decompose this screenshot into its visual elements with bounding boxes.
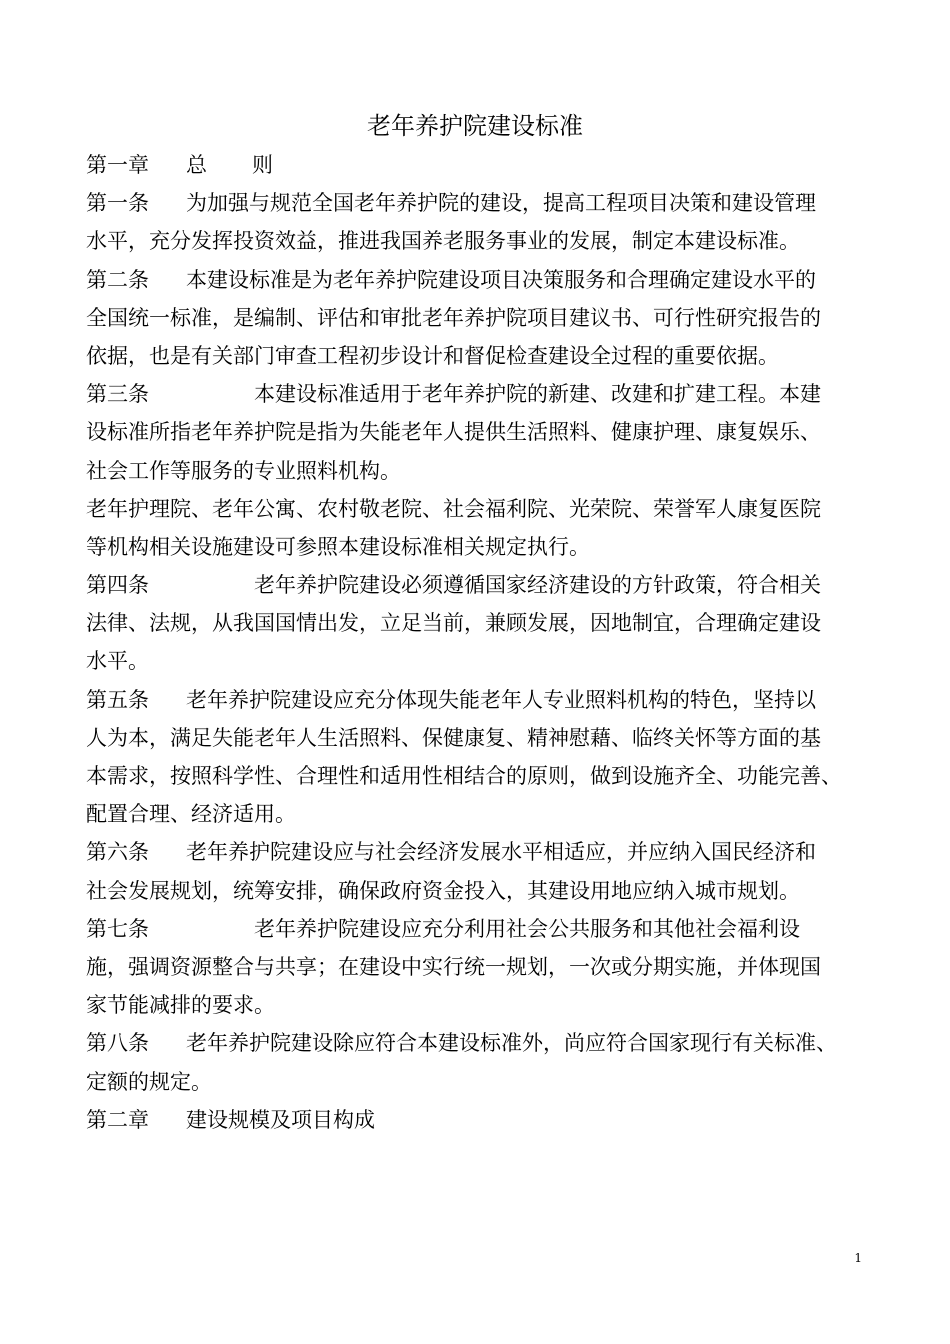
- article-5-line: [86, 681, 866, 719]
- article-text: 老年养护院建设应充分体现失能老年人专业照料机构的特色，坚持以: [186, 687, 816, 712]
- article-text: 老年养护院建设除应符合本建设标准外，尚应符合国家现行有关标准、: [186, 1031, 837, 1056]
- article-label: 第六条: [86, 840, 149, 865]
- chapter-label: 第一章: [86, 153, 149, 177]
- page-number: 1: [854, 1251, 862, 1265]
- article-label: 第八条: [86, 1031, 149, 1056]
- document-body: [86, 146, 866, 1139]
- article-text: 本建设标准是为老年养护院建设项目决策服务和合理确定建设水平的: [186, 267, 816, 292]
- chapter-heading-1: [86, 146, 866, 184]
- chapter-label: 第二章: [86, 1107, 149, 1132]
- article-text: 为加强与规范全国老年养护院的建设，提高工程项目决策和建设管理: [186, 191, 816, 216]
- article-1-line: [86, 184, 866, 222]
- article-5-line: 配置合理、经济适用。: [86, 802, 296, 827]
- document-title: 老年养护院建设标准: [367, 112, 583, 140]
- article-3-line: [86, 375, 866, 413]
- chapter-title-char: 总: [186, 153, 207, 177]
- article-7-line: 施，强调资源整合与共享；在建设中实行统一规划，一次或分期实施，并体现国: [86, 954, 821, 979]
- article-8-line: [86, 1024, 866, 1062]
- article-7-line: 家节能减排的要求。: [86, 993, 275, 1018]
- article-2-line: 依据，也是有关部门审查工程初步设计和督促检查建设全过程的重要依据。: [86, 343, 779, 368]
- article-7-line: [86, 910, 866, 948]
- article-3-line: 设标准所指老年养护院是指为失能老年人提供生活照料、健康护理、康复娱乐、: [86, 420, 821, 445]
- article-1-line: 水平，充分发挥投资效益，推进我国养老服务事业的发展，制定本建设标准。: [86, 229, 800, 254]
- article-4-line: [86, 566, 866, 604]
- article-text: 本建设标准适用于老年养护院的新建、改建和扩建工程。本建: [254, 382, 821, 407]
- article-3-line: 老年护理院、老年公寓、农村敬老院、社会福利院、光荣院、荣誉军人康复医院: [86, 496, 821, 521]
- chapter-title-char: 则: [252, 153, 273, 177]
- chapter-title: 建设规模及项目构成: [186, 1107, 375, 1132]
- article-2-line: 全国统一标准，是编制、评估和审批老年养护院项目建议书、可行性研究报告的: [86, 305, 821, 330]
- chapter-heading-2: [86, 1101, 866, 1139]
- article-label: 第五条: [86, 687, 149, 712]
- article-label: 第七条: [86, 916, 149, 941]
- article-6-line: 社会发展规划，统筹安排，确保政府资金投入，其建设用地应纳入城市规划。: [86, 878, 800, 903]
- article-2-line: [86, 261, 866, 299]
- article-4-line: 法律、法规，从我国国情出发，立足当前，兼顾发展，因地制宜，合理确定建设: [86, 611, 821, 636]
- article-label: 第一条: [86, 191, 149, 216]
- article-3-line: 等机构相关设施建设可参照本建设标准相关规定执行。: [86, 534, 590, 559]
- article-5-line: 人为本，满足失能老年人生活照料、保健康复、精神慰藉、临终关怀等方面的基: [86, 725, 821, 750]
- article-6-line: [86, 833, 866, 871]
- article-4-line: 水平。: [86, 649, 149, 674]
- article-text: 老年养护院建设应充分利用社会公共服务和其他社会福利设: [254, 916, 800, 941]
- article-5-line: 本需求，按照科学性、合理性和适用性相结合的原则，做到设施齐全、功能完善、: [86, 764, 842, 788]
- article-text: 老年养护院建设应与社会经济发展水平相适应，并应纳入国民经济和: [186, 840, 816, 865]
- article-label: 第四条: [86, 573, 149, 598]
- article-text: 老年养护院建设必须遵循国家经济建设的方针政策，符合相关: [254, 573, 821, 598]
- article-label: 第二条: [86, 267, 149, 292]
- article-label: 第三条: [86, 382, 149, 407]
- article-8-line: 定额的规定。: [86, 1069, 212, 1094]
- article-3-line: 社会工作等服务的专业照料机构。: [86, 458, 401, 483]
